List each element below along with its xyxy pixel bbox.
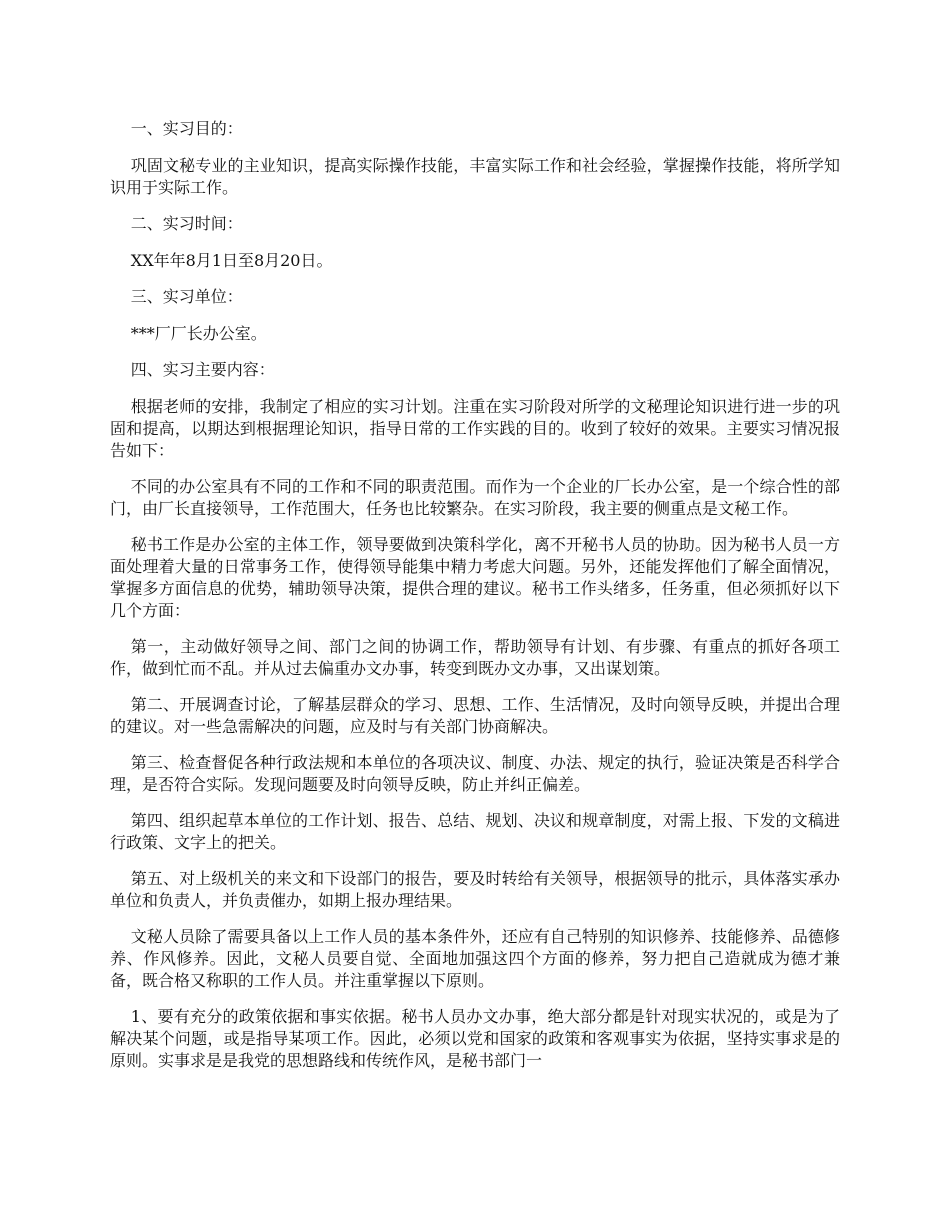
- section-heading-unit: 三、实习单位：: [130, 287, 243, 306]
- paragraph-purpose: 巩固文秘专业的主业知识，提高实际操作技能，丰富实际工作和社会经验，掌握操作技能，将所学知识用于实际工作。: [110, 156, 840, 197]
- paragraph-cultivation: 文秘人员除了需要具备以上工作人员的基本条件外，还应有自己特别的知识修养、技能修养、品德修养、作风修养。因此，文秘人员要自觉、全面地加强这四个方面的修养，努力把自己造就成为德才兼备，既合格又称职的工作人员。并注重掌握以下原则。: [110, 927, 840, 990]
- section-heading-content: 四、实习主要内容：: [130, 360, 275, 379]
- paragraph-point-3: 第三、检查督促各种行政法规和本单位的各项决议、制度、办法、规定的执行，验证决策是否科学合理，是否符合实际。发现问题要及时向领导反映，防止并纠正偏差。: [110, 753, 840, 794]
- paragraph-time: XX年年8月1日至8月20日。: [130, 251, 333, 270]
- section-heading-purpose: 一、实习目的：: [130, 119, 243, 138]
- section-heading-time: 二、实习时间：: [130, 214, 243, 233]
- paragraph-principle-1: 1、要有充分的政策依据和事实依据。秘书人员办文办事，绝大部分都是针对现实状况的，或是为了解决某个问题，或是指导某项工作。因此，必须以党和国家的政策和客观事实为依据，坚持实事求是的原则。实事求是是我党的思想路线和传统作风，是秘书部门一: [110, 1007, 840, 1070]
- paragraph-secretary-work: 秘书工作是办公室的主体工作，领导要做到决策科学化，离不开秘书人员的协助。因为秘书人员一方面处理着大量的日常事务工作，使得领导能集中精力考虑大问题。另外，还能发挥他们了解全面情况，掌握多方面信息的优势，辅助领导决策，提供合理的建议。秘书工作头绪多，任务重，但必须抓好以下几个方面：: [110, 535, 840, 620]
- paragraph-point-4: 第四、组织起草本单位的工作计划、报告、总结、规划、决议和规章制度，对需上报、下发的文稿进行政策、文字上的把关。: [110, 811, 840, 852]
- paragraph-office: 不同的办公室具有不同的工作和不同的职责范围。而作为一个企业的厂长办公室，是一个综合性的部门，由厂长直接领导，工作范围大，任务也比较繁杂。在实习阶段，我主要的侧重点是文秘工作。: [110, 477, 840, 518]
- paragraph-point-1: 第一，主动做好领导之间、部门之间的协调工作，帮助领导有计划、有步骤、有重点的抓好各项工作，做到忙而不乱。并从过去偏重办文办事，转变到既办文办事，又出谋划策。: [110, 637, 840, 678]
- paragraph-unit: ***厂厂长办公室。: [130, 324, 267, 343]
- paragraph-point-2: 第二、开展调查讨论，了解基层群众的学习、思想、工作、生活情况，及时向领导反映，并提出合理的建议。对一些急需解决的问题，应及时与有关部门协商解决。: [110, 695, 840, 736]
- paragraph-plan: 根据老师的安排，我制定了相应的实习计划。注重在实习阶段对所学的文秘理论知识进行进一步的巩固和提高，以期达到根据理论知识，指导日常的工作实践的目的。收到了较好的效果。主要实习情况报告如下：: [110, 397, 840, 460]
- paragraph-point-5: 第五、对上级机关的来文和下设部门的报告，要及时转给有关领导，根据领导的批示，具体落实承办单位和负责人，并负责催办，如期上报办理结果。: [110, 869, 840, 910]
- document-page: [110, 118, 840, 1086]
